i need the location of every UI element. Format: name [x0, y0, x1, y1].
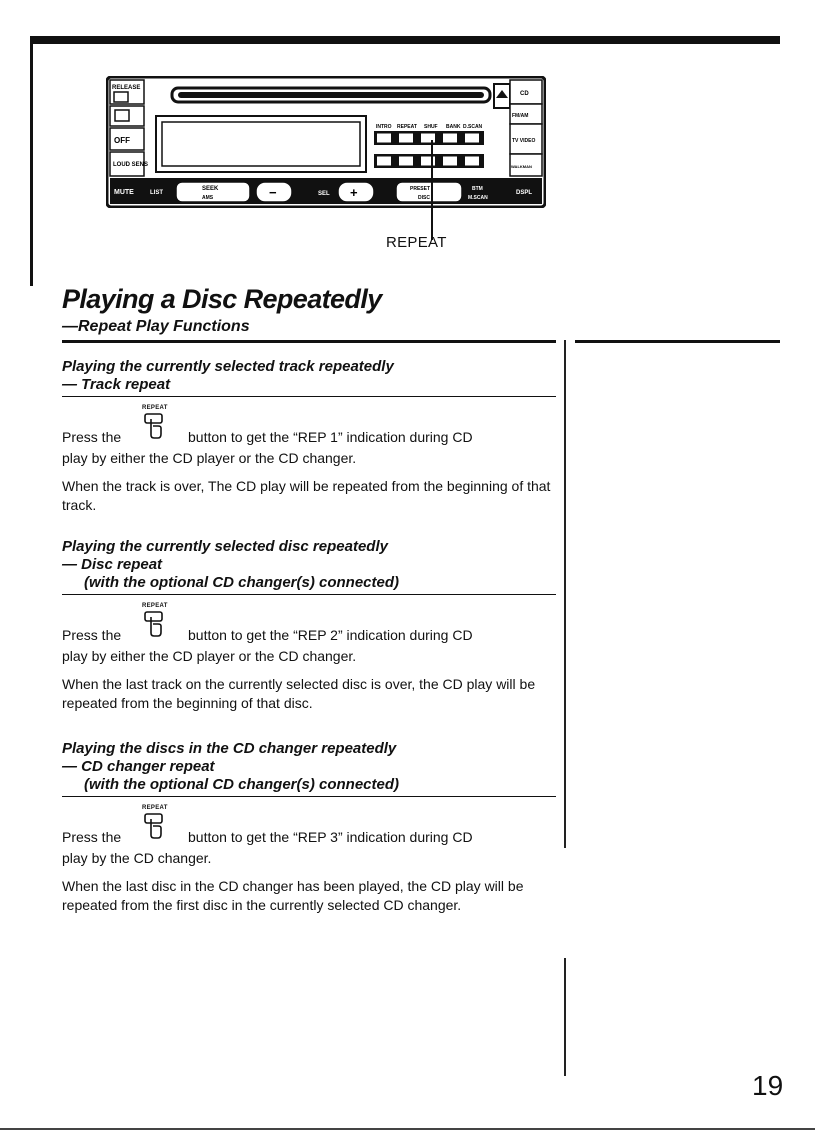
top-bar	[30, 36, 780, 44]
dspl-button-label: DSPL	[516, 190, 533, 196]
instruction-text: button to get the “REP 3” indication during CD	[188, 829, 473, 845]
svg-text:SHUF: SHUF	[424, 124, 438, 130]
section-paragraph: When the last disc in the CD changer has been played, the CD play will be repeated from the first disc in the currently selected CD changer.	[62, 878, 524, 913]
seek-label: SEEK	[202, 186, 219, 192]
preset-label: PRESET	[410, 186, 431, 192]
fm-am-button-label: FM/AM	[512, 113, 529, 119]
walkman-button-label: WALKMAN	[511, 164, 532, 169]
mscan-label: M.SCAN	[468, 195, 488, 201]
press-text: Press the	[62, 829, 122, 845]
repeat-button-icon	[143, 813, 165, 839]
section-track-repeat	[62, 358, 556, 515]
section-title: Playing the discs in the CD changer repeatedly — CD changer repeat (with the optional CD changer(s) connected)	[62, 740, 400, 793]
mute-button-label: MUTE	[114, 189, 134, 196]
instruction-row	[62, 405, 556, 449]
repeat-icon-label: REPEAT	[142, 603, 168, 609]
left-margin-rule	[30, 36, 33, 286]
press-text: Press the	[62, 429, 122, 445]
right-column-rule	[575, 340, 780, 343]
section-cd-changer-repeat	[62, 740, 556, 915]
instruction-text: button to get the “REP 2” indication during CD	[188, 627, 473, 643]
page-number: 19	[752, 1070, 784, 1101]
column-divider-lower	[564, 958, 566, 1076]
release-button-label: RELEASE	[112, 85, 141, 91]
instruction-row	[62, 805, 556, 849]
svg-text:REPEAT: REPEAT	[397, 124, 417, 130]
disc-label: DISC	[418, 195, 430, 201]
repeat-callout-label: REPEAT	[386, 234, 447, 251]
tv-video-button-label: TV VIDEO	[512, 138, 536, 144]
minus-button: −	[269, 185, 277, 200]
instruction-continuation: play by either the CD player or the CD changer.	[62, 648, 357, 664]
column-divider-upper	[564, 340, 566, 848]
repeat-button-icon	[143, 611, 165, 637]
section-rule	[62, 396, 556, 397]
loud-sens-button-label: LOUD SENS	[113, 162, 149, 168]
car-stereo-illustration	[106, 76, 546, 208]
list-button-label: LIST	[150, 190, 163, 196]
title-rule	[62, 340, 556, 343]
instruction-text: button to get the “REP 1” indication during CD	[188, 429, 473, 445]
svg-text:INTRO: INTRO	[376, 124, 392, 130]
callout-line	[431, 140, 433, 240]
section-rule	[62, 594, 556, 595]
cd-button-label: CD	[520, 91, 529, 97]
section-title: Playing the currently selected track repeatedly — Track repeat	[62, 358, 394, 393]
press-text: Press the	[62, 627, 122, 643]
instruction-row	[62, 603, 556, 647]
off-button-label: OFF	[114, 136, 130, 145]
sel-label: SEL	[318, 191, 330, 197]
ams-label: AMS	[202, 195, 214, 201]
page-title: Playing a Disc Repeatedly	[62, 284, 382, 314]
svg-text:D.SCAN: D.SCAN	[463, 124, 483, 130]
section-paragraph: When the track is over, The CD play will be repeated from the beginning of that track.	[62, 478, 551, 513]
section-rule	[62, 796, 556, 797]
repeat-icon-label: REPEAT	[142, 405, 168, 411]
section-title: Playing the currently selected disc repeatedly — Disc repeat (with the optional CD changer(s) connected)	[62, 538, 400, 591]
repeat-button-icon	[143, 413, 165, 439]
page-subtitle: —Repeat Play Functions	[62, 318, 250, 335]
plus-button: +	[350, 185, 358, 200]
section-paragraph: When the last track on the currently selected disc is over, the CD play will be repeated from the beginning of that disc.	[62, 676, 536, 711]
section-disc-repeat	[62, 538, 556, 713]
repeat-icon-label: REPEAT	[142, 805, 168, 811]
svg-text:BANK: BANK	[446, 124, 461, 130]
btm-label: BTM	[472, 186, 483, 192]
instruction-continuation: play by either the CD player or the CD changer.	[62, 450, 357, 466]
instruction-continuation: play by the CD changer.	[62, 850, 212, 866]
